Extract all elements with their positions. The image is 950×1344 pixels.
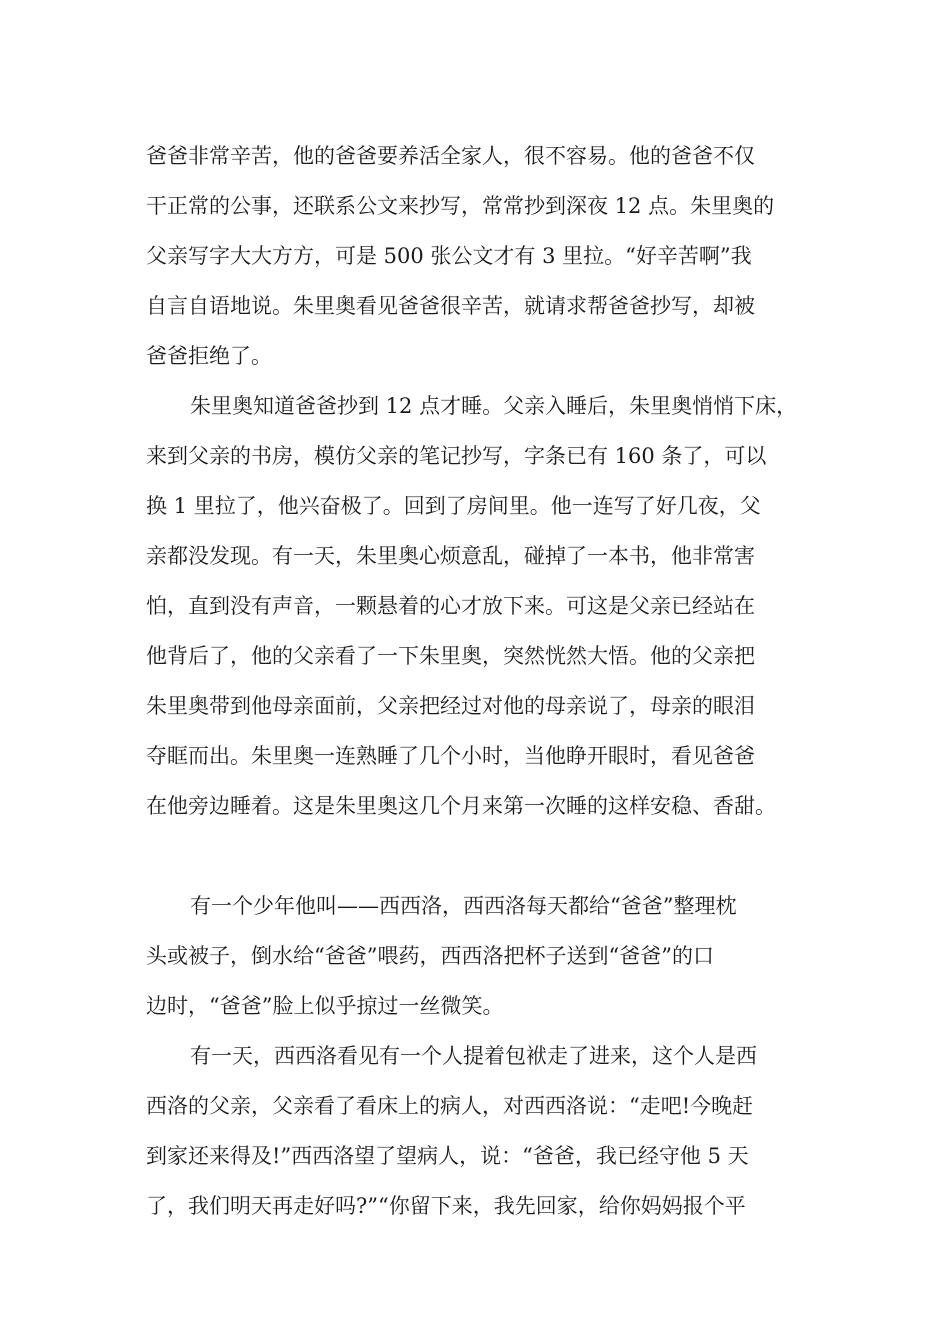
paragraph-4 — [146, 1031, 811, 1231]
text-line: 朱里奥带到他母亲面前，父亲把经过对他的母亲说了，母亲的眼泪 — [146, 694, 755, 718]
text-line: 有一天，西西洛看见有一个人提着包袱走了进来，这个人是西 — [190, 1044, 757, 1068]
document-body — [146, 131, 811, 1231]
paragraph-1 — [146, 131, 811, 381]
text-line: 怕，直到没有声音，一颗悬着的心才放下来。可这是父亲已经站在 — [146, 594, 755, 618]
text-line: 有一个少年他叫——西西洛，西西洛每天都给“爸爸”整理枕 — [190, 894, 737, 918]
paragraph-3 — [146, 881, 811, 1031]
text-line: 在他旁边睡着。这是朱里奥这几个月来第一次睡的这样安稳、香甜。 — [146, 794, 776, 818]
text-line: 父亲写字大大方方，可是 500 张公文才有 3 里拉。“好辛苦啊”我 — [146, 244, 752, 268]
text-line: 来到父亲的书房，模仿父亲的笔记抄写，字条已有 160 条了，可以 — [146, 444, 767, 468]
text-line: 到家还来得及!”西西洛望了望病人，说：“爸爸，我已经守他 5 天 — [146, 1144, 749, 1168]
text-line: 朱里奥知道爸爸抄到 12 点才睡。父亲入睡后，朱里奥悄悄下床， — [190, 394, 798, 418]
text-line: 爸爸非常辛苦，他的爸爸要养活全家人，很不容易。他的爸爸不仅 — [146, 144, 755, 168]
text-line: 夺眶而出。朱里奥一连熟睡了几个小时，当他睁开眼时，看见爸爸 — [146, 744, 755, 768]
text-line: 干正常的公事，还联系公文来抄写，常常抄到深夜 12 点。朱里奥的 — [146, 194, 775, 218]
text-line: 自言自语地说。朱里奥看见爸爸很辛苦，就请求帮爸爸抄写，却被 — [146, 294, 755, 318]
text-line: 亲都没发现。有一天，朱里奥心烦意乱，碰掉了一本书，他非常害 — [146, 544, 755, 568]
text-line: 换 1 里拉了，他兴奋极了。回到了房间里。他一连写了好几夜，父 — [146, 494, 761, 518]
text-line: 头或被子，倒水给“爸爸”喂药，西西洛把杯子送到“爸爸”的口 — [146, 944, 714, 968]
section-gap — [146, 831, 811, 881]
text-line: 边时，“爸爸”脸上似乎掠过一丝微笑。 — [146, 994, 504, 1018]
text-line: 爸爸拒绝了。 — [146, 344, 272, 368]
text-line: 西洛的父亲，父亲看了看床上的病人，对西西洛说：“走吧!今晚赶 — [146, 1094, 754, 1118]
paragraph-2 — [146, 381, 811, 831]
text-line: 他背后了，他的父亲看了一下朱里奥，突然恍然大悟。他的父亲把 — [146, 644, 755, 668]
text-line: 了，我们明天再走好吗?”“你留下来，我先回家，给你妈妈报个平 — [146, 1194, 746, 1218]
